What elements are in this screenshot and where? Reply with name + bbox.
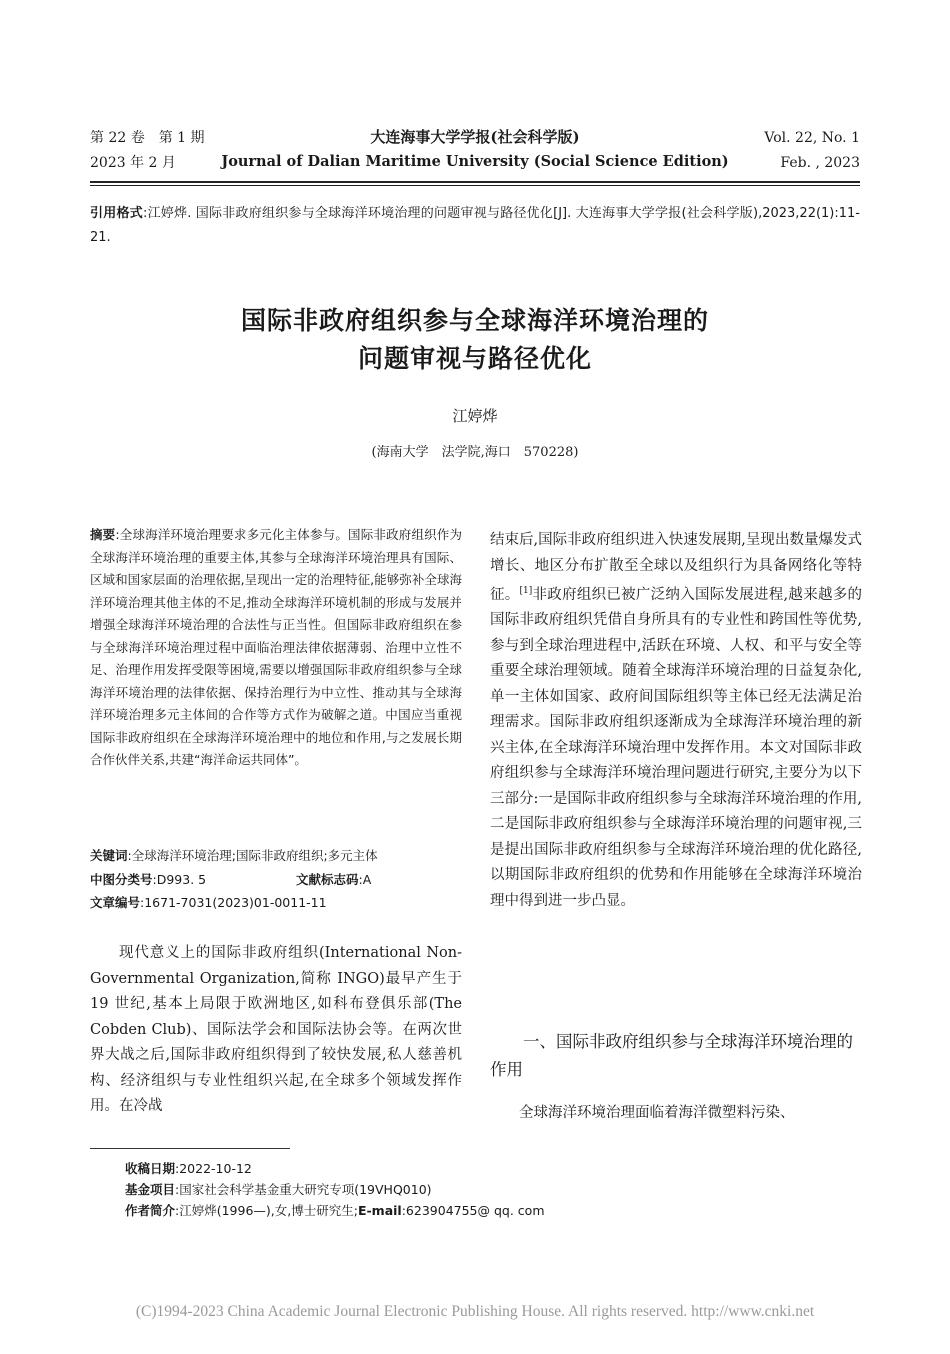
volume-en: Vol. 22, No. 1 (764, 130, 860, 146)
section-heading-1: 一、国际非政府组织参与全球海洋环境治理的作用 (490, 1032, 853, 1079)
citation (90, 202, 860, 250)
received-value: :2022-10-12 (175, 1161, 252, 1176)
citation-label: 引用格式 (90, 206, 143, 221)
document-code-value: :A (358, 872, 372, 887)
header-rule-bottom (90, 185, 860, 186)
footnote-author (125, 1200, 545, 1221)
footnote-fund (125, 1179, 432, 1200)
footnote-received (125, 1158, 252, 1179)
keywords-text: :全球海洋环境治理;国际非政府组织;多元主体 (127, 848, 378, 863)
article-number-value: :1671-7031(2023)01-0011-11 (140, 895, 327, 910)
abstract-label: 摘要 (90, 527, 116, 542)
journal-title-en: Journal of Dalian Maritime University (Social Science Edition) (221, 153, 729, 170)
body-column-right (490, 528, 862, 914)
email-label: E-mail (357, 1203, 402, 1218)
clc-number (90, 869, 206, 891)
reference-1[interactable]: [1] (519, 586, 533, 596)
author-bio-label: 作者简介 (125, 1203, 176, 1218)
fund-value: :国家社会科学基金重大研究专项(19VHQ010) (175, 1182, 432, 1197)
keywords-label: 关键词 (90, 848, 128, 863)
article-number (90, 892, 327, 914)
footnote-rule (90, 1148, 290, 1149)
author-name: 江婷烨 (452, 407, 498, 425)
issue-date: 2023 年 2 月 (90, 155, 176, 171)
author-bio-value: :江婷烨(1996—),女,博士研究生; (175, 1203, 358, 1218)
clc-value: :D993. 5 (152, 872, 207, 887)
email-value[interactable]: :623904755@ qq. com (401, 1203, 545, 1218)
article-number-label: 文章编号 (90, 895, 141, 910)
date-en: Feb. , 2023 (780, 155, 860, 171)
received-label: 收稿日期 (125, 1161, 176, 1176)
keywords (90, 845, 378, 867)
journal-title-cn: 大连海事大学学报(社会科学版) (370, 128, 580, 146)
para1-part-b: 非政府组织已被广泛纳入国际发展进程,越来越多的国际非政府组织凭借自身所具有的专业性和跨国性等优势,参与到全球治理进程中,活跃在环境、人权、和平与安全等重要全球治理领域。随着全球海洋环境治理的日益复杂化,单一主体如国家、政府间国际组织等主体已经无法满足治理需求。国际非政府组织逐渐成为全球海洋环境治理的新兴主体,在全球海洋环境治理中发挥作用。本文对国际非政府组织参与全球海洋环境治理问题进行研究,主要分为以下三部分:一是国际非政府组织参与全球海洋环境治理的作用,二是国际非政府组织参与全球海洋环境治理的问题审视,三是提出国际非政府组织参与全球海洋环境治理的优化路径,以期国际非政府组织的优势和作用能够在全球海洋环境治理中得到进一步凸显。 (490, 586, 862, 909)
author-affiliation: (海南大学 法学院,海口 570228) (371, 445, 579, 460)
abstract (90, 524, 462, 772)
article-title-line2: 问题审视与路径优化 (357, 344, 592, 373)
article-title-line1: 国际非政府组织参与全球海洋环境治理的 (240, 306, 709, 335)
body-paragraph-right-1 (490, 528, 862, 914)
issue-volume: 第 22 卷 第 1 期 (90, 130, 205, 146)
para1-part-a: 结束后,国际非政府组织进入快速发展期,呈现出数量爆发式增长、地区分布扩散至全球以及组织行为具备网络化等特征。 (490, 532, 862, 603)
fund-label: 基金项目 (125, 1182, 176, 1197)
document-code-label: 文献标志码 (296, 872, 359, 887)
citation-text: :江婷烨. 国际非政府组织参与全球海洋环境治理的问题审视与路径优化[J]. 大连海事大学学报(社会科学版),2023,22(1):11-21. (90, 206, 860, 245)
clc-label: 中图分类号 (90, 872, 153, 887)
copyright-notice: (C)1994-2023 China Academic Journal Electronic Publishing House. All rights reserved. http://www.cnki.net (135, 1303, 815, 1320)
document-code (296, 869, 371, 891)
abstract-text: :全球海洋环境治理要求多元化主体参与。国际非政府组织作为全球海洋环境治理的重要主体,其参与全球海洋环境治理具有国际、区域和国家层面的治理依据,呈现出一定的治理特征,能够弥补全球海洋环境治理其他主体的不足,推动全球海洋环境机制的形成与发展并增强全球海洋环境治理的合法性与正当性。但国际非政府组织在参与全球海洋环境治理过程中面临治理法律依据薄弱、治理中立性不足、治理作用发挥受限等困境,需要以增强国际非政府组织参与全球海洋环境治理的法律依据、保持治理行为中立性、推动其与全球海洋环境治理多元主体间的合作等方式作为破解之道。中国应当重视国际非政府组织在全球海洋环境治理中的地位和作用,与之发展长期合作伙伴关系,共建“海洋命运共同体”。 (90, 527, 462, 767)
body-paragraph-left: 现代意义上的国际非政府组织(International Non-Governmental Organization,简称 INGO)最早产生于 19 世纪,基本上局限于欧洲地区,如科布登俱乐部(The Cobden Club)、国际法学会和国际法协会等。在两次世界大战之后,国际非政府组织得到了较快发展,私人慈善机构、经济组织与专业性组织兴起,在全球多个领域发挥作用。在冷战 (90, 945, 462, 1114)
body-paragraph-right-2: 全球海洋环境治理面临着海洋微塑料污染、 (519, 1105, 795, 1121)
header-rule-top (90, 181, 860, 183)
